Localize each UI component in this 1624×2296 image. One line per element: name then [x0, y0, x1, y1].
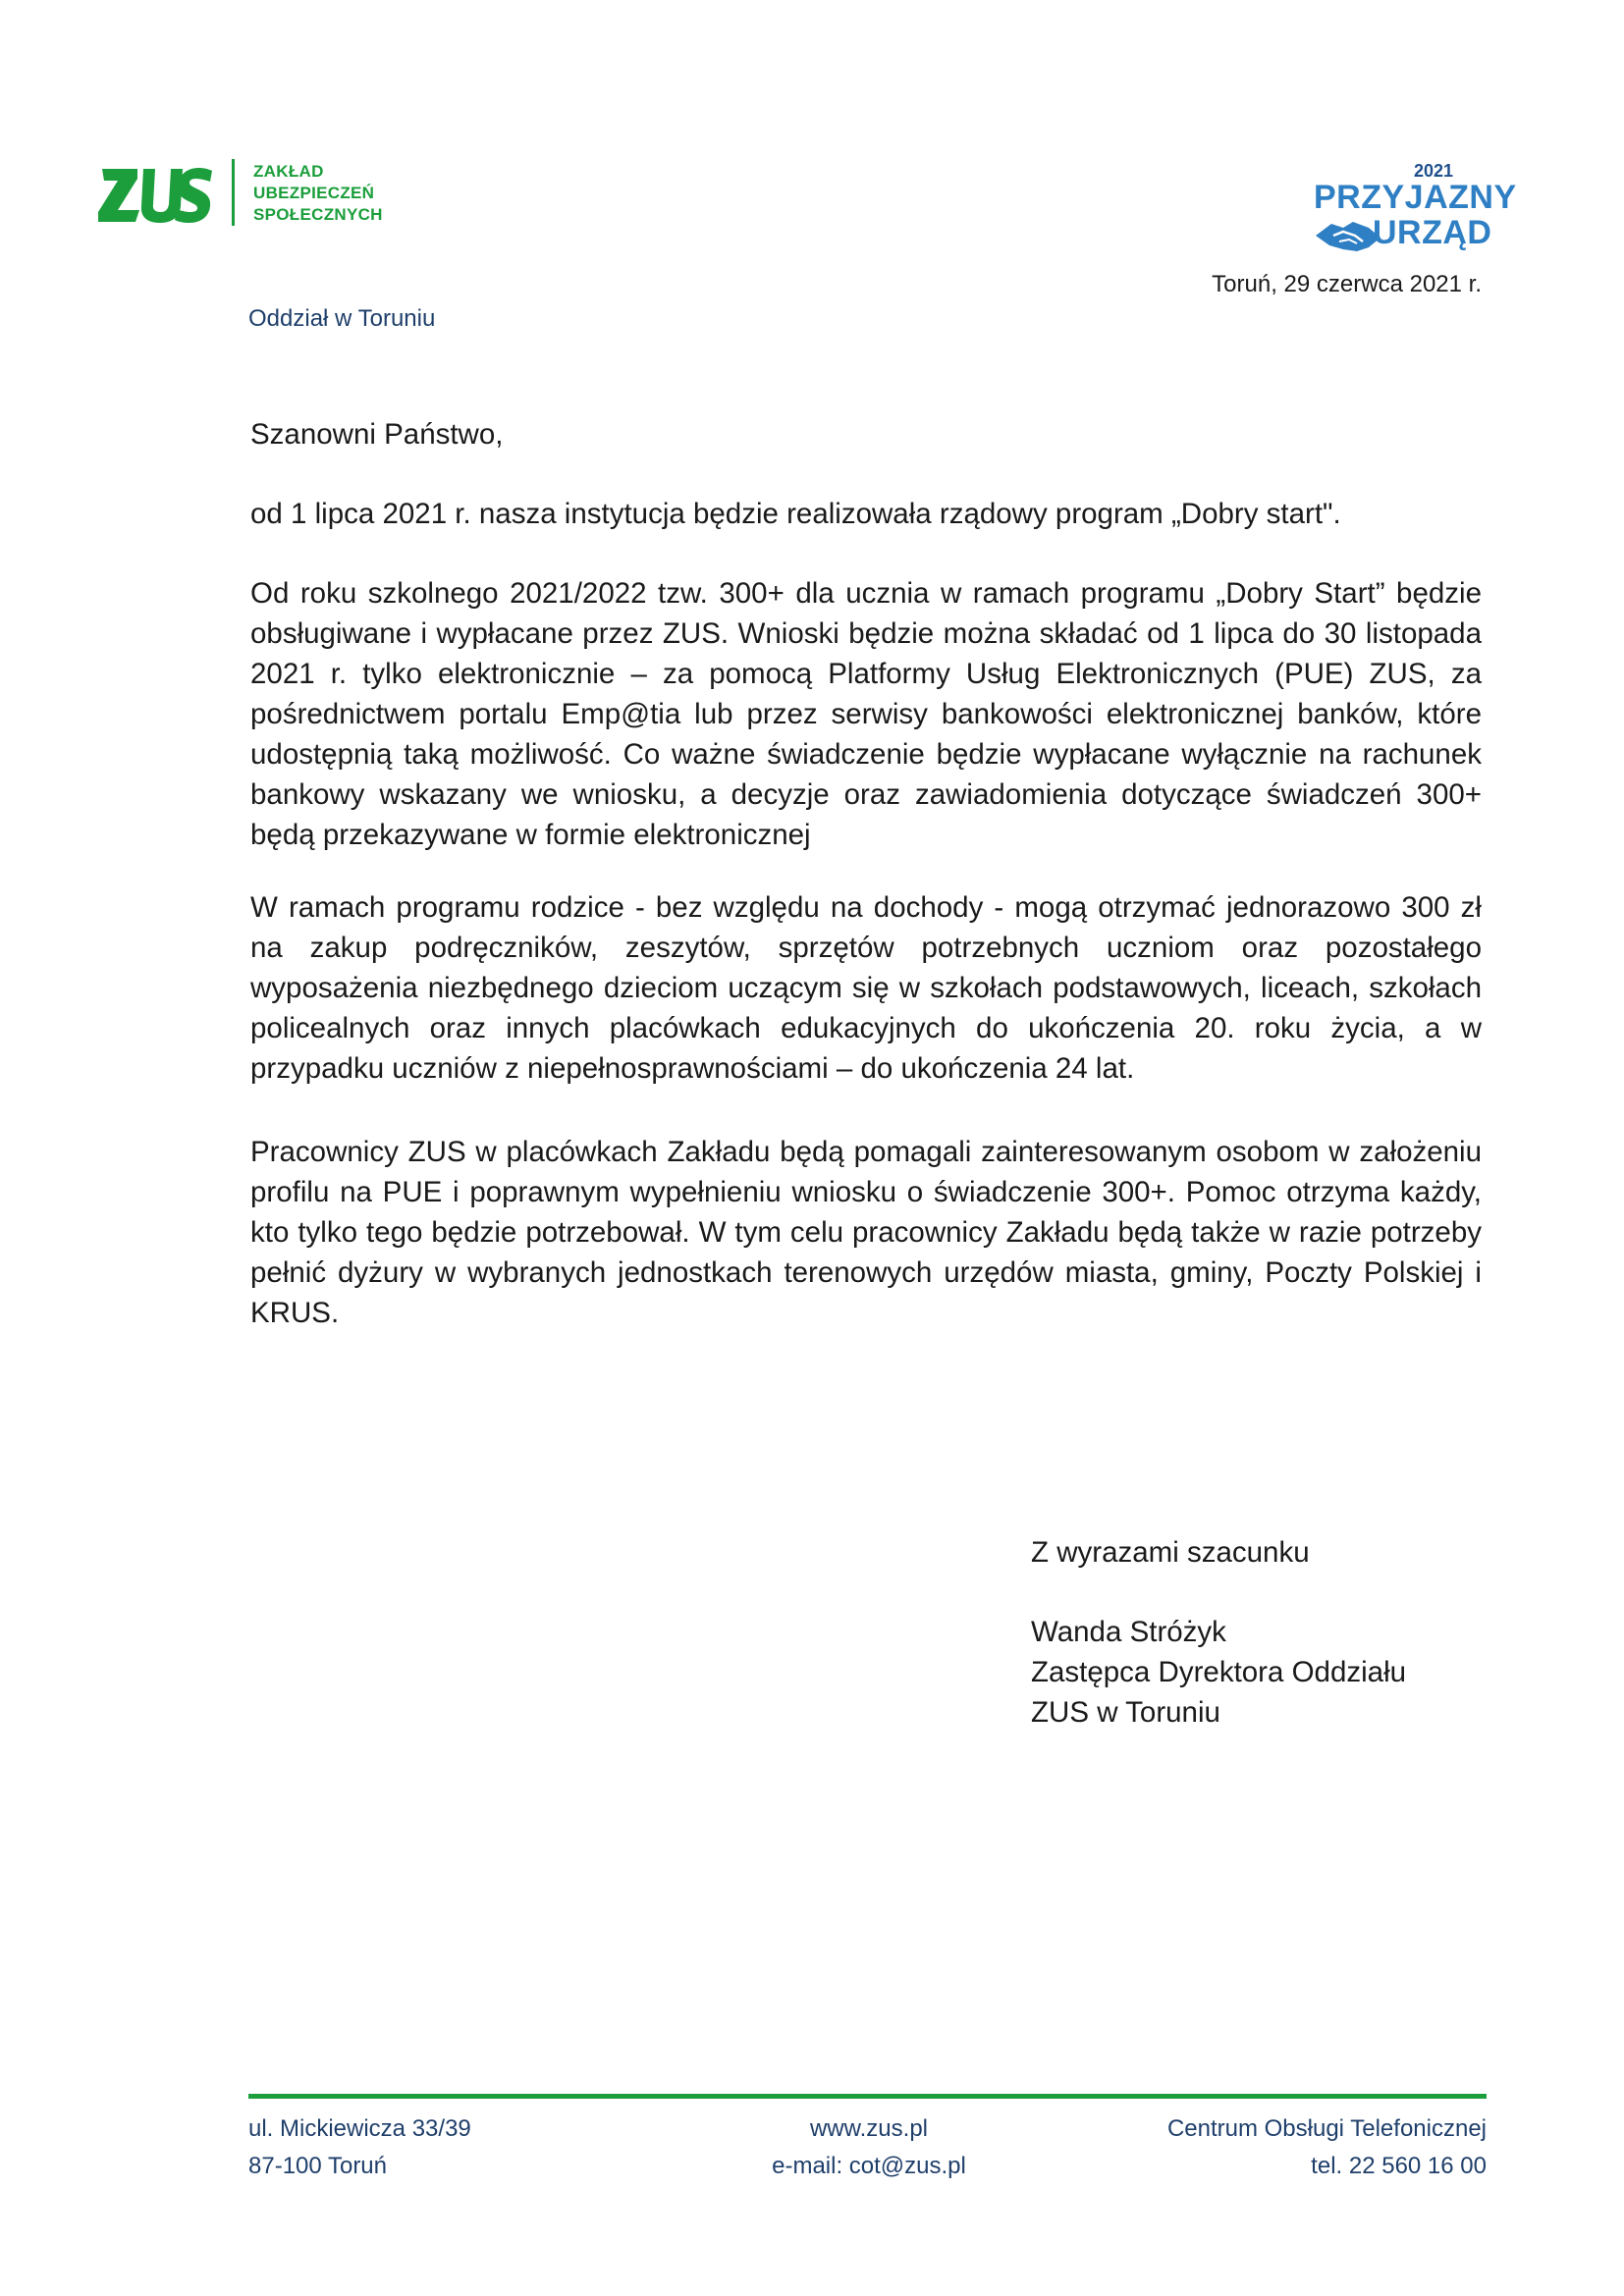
footer-email-link[interactable]: e-mail: cot@zus.pl: [772, 2153, 966, 2179]
footer-contact: [619, 2110, 1119, 2185]
closing-phrase: Z wyrazami szacunku: [1031, 1536, 1310, 1569]
zus-logo: [98, 155, 412, 234]
zus-logo-name: [253, 161, 420, 226]
letter-paragraph: Od roku szkolnego 2021/2022 tzw. 300+ dla ucznia w ramach programu „Dobry Start” będzie obsługiwane i wypłacane przez ZUS. Wnioski będzie można składać od 1 lipca do 30 listopada 2021 r. tylko elektronicznie – za pomocą Platformy Usług Elektronicznych (PUE) ZUS, za pośrednictwem portalu Emp@tia lub przez serwisy bankowości elektronicznej banków, które udostępnią taką możliwość. Co ważne świadczenie będzie wypłacane wyłącznie na rachunek bankowy wskazany we wniosku, a decyzje oraz zawiadomienia dotyczące świadczeń 300+ będą przekazywane w formie elektronicznej: [250, 577, 1482, 851]
zus-name-line: SPOŁECZNYCH: [253, 205, 383, 224]
footer-city: 87-100 Toruń: [248, 2153, 387, 2179]
zus-logo-mark-icon: [98, 155, 214, 234]
badge-line2: URZĄD: [1373, 214, 1492, 251]
footer-street: ul. Mickiewicza 33/39: [248, 2115, 471, 2142]
zus-name-line: UBEZPIECZEŃ: [253, 184, 375, 202]
badge-line1: PRZYJAZNY: [1314, 179, 1517, 216]
letter-paragraph: od 1 lipca 2021 r. nasza instytucja będzie realizowała rządowy program „Dobry start".: [250, 498, 1341, 530]
footer-website-link[interactable]: www.zus.pl: [809, 2115, 929, 2142]
signature-block: [1031, 1532, 1406, 1733]
zus-name-line: ZAKŁAD: [253, 162, 324, 181]
letter-greeting: Szanowni Państwo,: [250, 418, 504, 451]
footer-phone-number: tel. 22 560 16 00: [1311, 2153, 1487, 2179]
branch-name: Oddział w Toruniu: [248, 305, 436, 332]
signatory-office: ZUS w Toruniu: [1031, 1696, 1220, 1729]
przyjazny-urzad-badge: [1304, 157, 1517, 255]
letter-paragraph: Pracownicy ZUS w placówkach Zakładu będą pomagali zainteresowanym osobom w założeniu profilu na PUE i poprawnym wypełnieniu wniosku o świadczenie 300+. Pomoc otrzyma każdy, kto tylko tego będzie potrzebował. W tym celu pracownicy Zakładu będą także w razie potrzeby pełnić dyżury w wybranych jednostkach terenowych urzędów miasta, gminy, Poczty Polskiej i KRUS.: [250, 1136, 1482, 1329]
signatory-position: Zastępca Dyrektora Oddziału: [1031, 1656, 1407, 1688]
footer-divider: [248, 2094, 1487, 2099]
letter-paragraph: W ramach programu rodzice - bez względu na dochody - mogą otrzymać jednorazowo 300 zł na zakup podręczników, zeszytów, sprzętów potrzebnych uczniom oraz pozostałego wyposażenia niezbędnego dzieciom uczącym się w szkołach podstawowych, liceach, szkołach policealnych oraz innych placówkach edukacyjnych do ukończenia 20. roku życia, a w przypadku uczniów z niepełnosprawnościami – do ukończenia 24 lat.: [250, 891, 1482, 1085]
logo-separator: [232, 159, 235, 226]
footer-phone: [1167, 2110, 1487, 2185]
badge-year: 2021: [1414, 161, 1454, 181]
footer-address: [248, 2110, 471, 2185]
letter-date: Toruń, 29 czerwca 2021 r.: [1212, 271, 1482, 297]
signatory-name: Wanda Stróżyk: [1031, 1616, 1226, 1648]
footer-phone-label: Centrum Obsługi Telefonicznej: [1166, 2115, 1487, 2142]
